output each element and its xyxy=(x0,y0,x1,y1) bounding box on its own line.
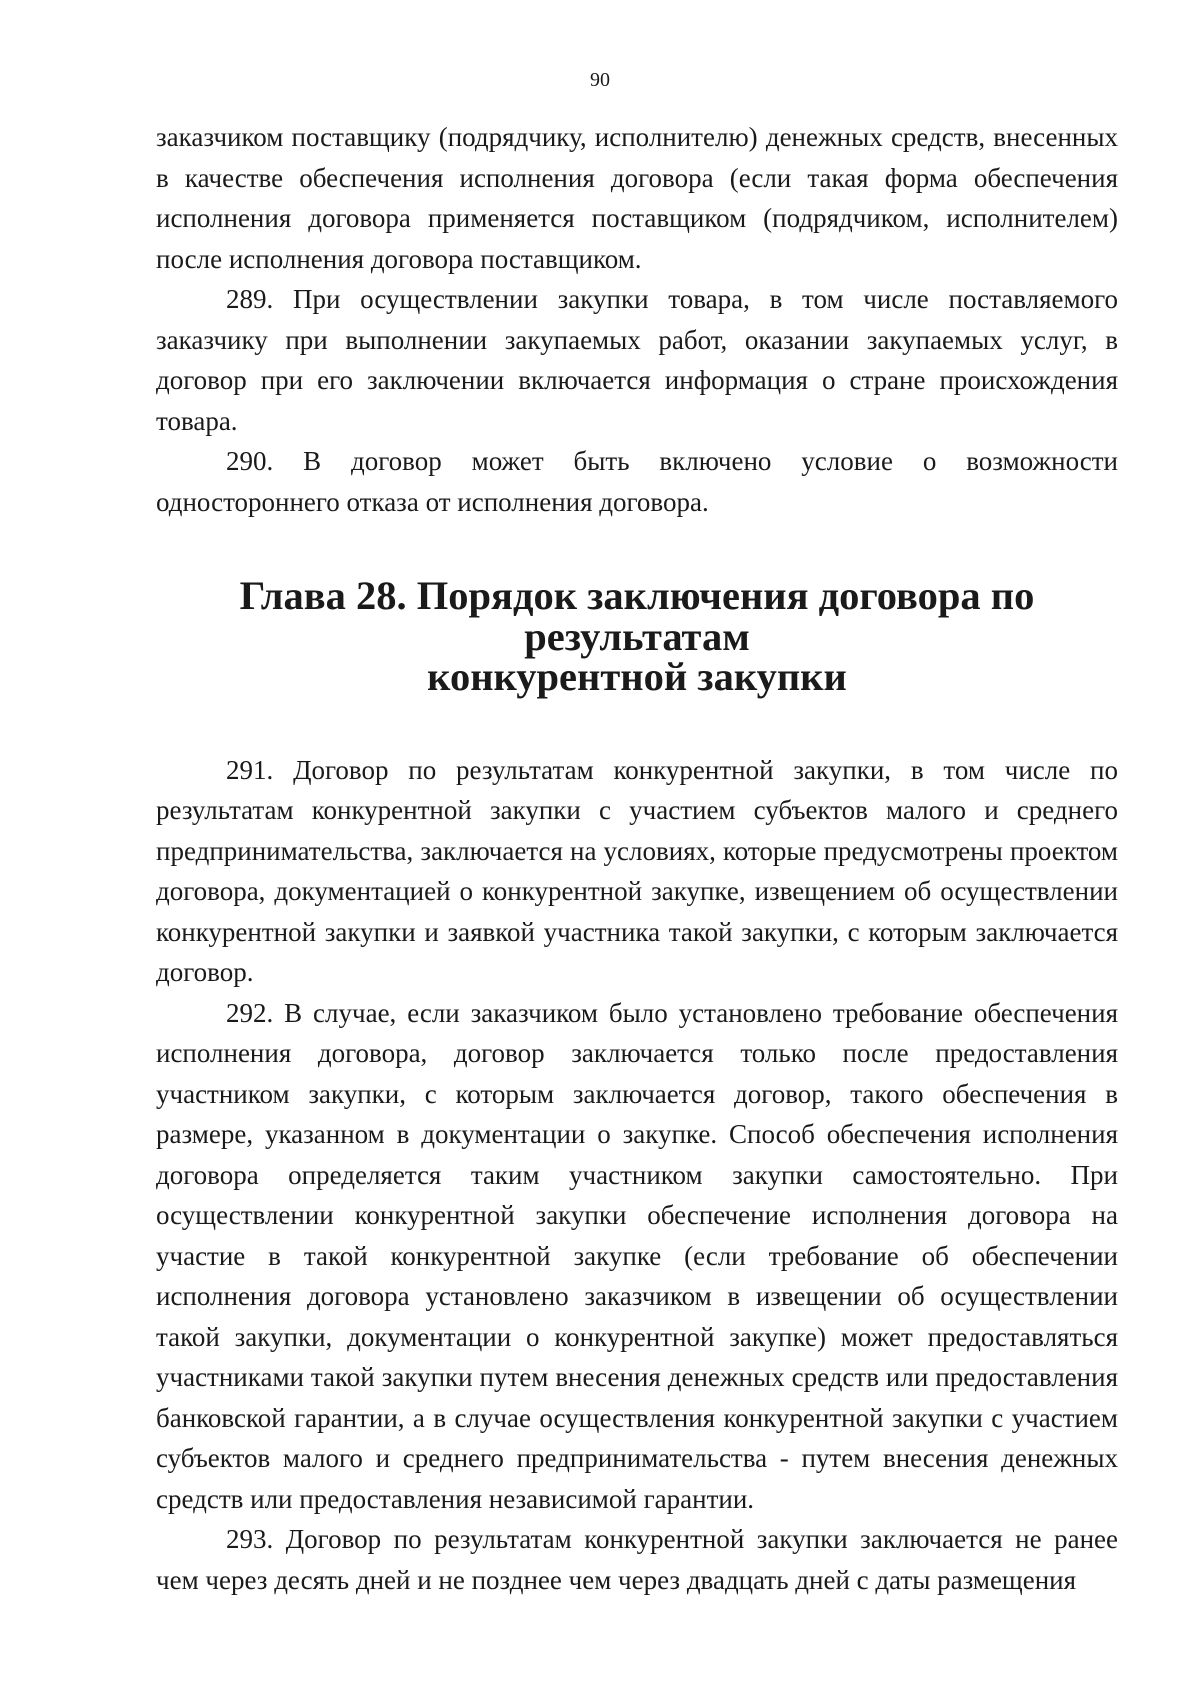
paragraph-293: 293. Договор по результатам конкурентной закупки заключается не ранее чем через десять дней и не позднее чем через двадцать дней с даты размещения xyxy=(156,1524,1118,1595)
paragraph-continuation: заказчиком поставщику (подрядчику, исполнителю) денежных средств, внесенных в качестве обеспечения исполнения договора (если такая форма обеспечения исполнения договора применяется поставщиком (подрядчиком, исполнителем) после исполнения договора поставщиком. xyxy=(156,122,1118,274)
chapter-title-line-1: Глава 28. Порядок заключения договора по результатам xyxy=(239,573,1035,659)
document-body xyxy=(156,117,1118,1600)
chapter-title xyxy=(156,573,1118,699)
paragraph-289: 289. При осуществлении закупки товара, в том числе поставляемого заказчику при выполнении закупаемых работ, оказании закупаемых услуг, в договор при его заключении включается информация о стране происхождения товара. xyxy=(156,284,1118,436)
page-number: 90 xyxy=(590,69,610,91)
paragraph-292: 292. В случае, если заказчиком было установлено требование обеспечения исполнения договора, договор заключается только после предоставления участником закупки, с которым заключается договор, такого обеспечения в размере, указанном в документации о закупке. Способ обеспечения исполнения договора определяется таким участником закупки самостоятельно. При осуществлении конкурентной закупки обеспечение исполнения договора на участие в такой конкурентной закупке (если требование об обеспечении исполнения договора установлено заказчиком в извещении об осуществлении такой закупки, документации о конкурентной закупке) может предоставляться участниками такой закупки путем внесения денежных средств или предоставления банковской гарантии, а в случае осуществления конкурентной закупки с участием субъектов малого и среднего предпринимательства - путем внесения денежных средств или предоставления независимой гарантии. xyxy=(156,997,1118,1514)
chapter-title-line-2: конкурентной закупки xyxy=(427,654,847,699)
paragraph-291: 291. Договор по результатам конкурентной закупки, в том числе по результатам конкурентной закупки с участием субъектов малого и среднего предпринимательства, заключается на условиях, которые предусмотрены проектом договора, документацией о конкурентной закупке, извещением об осуществлении конкурентной закупки и заявкой участника такой закупки, с которым заключается договор. xyxy=(156,754,1118,987)
paragraph-290: 290. В договор может быть включено условие о возможности одностороннего отказа от исполнения договора. xyxy=(156,446,1118,517)
